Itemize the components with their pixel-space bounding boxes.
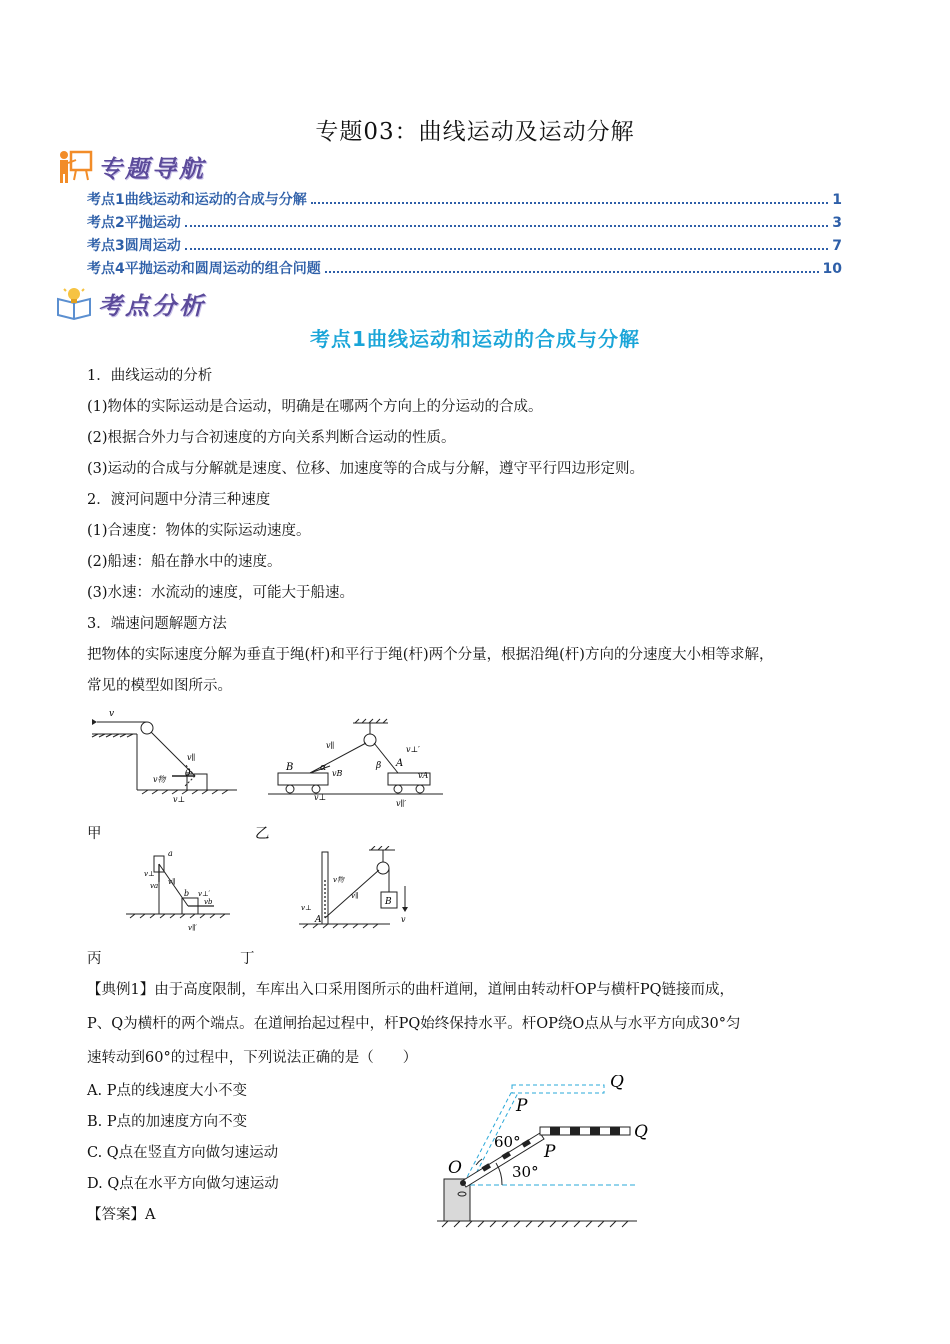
toc-item-label: 考点2平抛运动 xyxy=(87,215,181,231)
label-beta: β xyxy=(376,761,382,771)
figure-jia xyxy=(87,702,242,812)
toc-leader xyxy=(185,225,829,227)
figure-label-bing: 丙 xyxy=(87,951,102,967)
paragraph-line: 1．曲线运动的分析 xyxy=(87,368,213,384)
toc-leader xyxy=(185,248,829,250)
label-vb: vb xyxy=(204,898,213,906)
label-angle-30: 30° xyxy=(512,1163,539,1181)
toc-leader xyxy=(325,271,819,273)
option-b[interactable]: B. P点的加速度方向不变 xyxy=(87,1114,248,1130)
paragraph-line: (1)物体的实际运动是合运动，明确是在哪两个方向上的分运动的合成。 xyxy=(87,399,543,415)
section-heading: 考点1曲线运动和运动的合成与分解 xyxy=(310,327,640,351)
label-v-par-prime-bing: v∥′ xyxy=(188,924,197,932)
teacher-board-icon xyxy=(56,148,94,184)
option-a[interactable]: A. P点的线速度大小不变 xyxy=(87,1083,247,1099)
toc-item-label: 考点1曲线运动和运动的合成与分解 xyxy=(87,192,307,208)
label-alpha: α xyxy=(320,763,327,773)
nav-banner xyxy=(56,148,206,184)
toc-leader xyxy=(311,202,829,204)
paragraph-line: (3)运动的合成与分解就是速度、位移、加速度等的合成与分解，遵守平行四边形定则。 xyxy=(87,461,645,477)
paragraph-line: 常见的模型如图所示。 xyxy=(87,678,232,694)
label-v-par-yi: v∥ xyxy=(326,741,335,750)
figure-ding xyxy=(295,846,420,936)
label-v-perp-prime: v⊥′ xyxy=(406,745,420,754)
example-options xyxy=(87,1076,279,1231)
label-B: B xyxy=(286,762,294,773)
gate-figure xyxy=(432,1075,652,1235)
label-v-par: v∥ xyxy=(187,753,196,762)
label-theta: θ xyxy=(185,769,191,779)
page-title: 专题03：曲线运动及运动分解 xyxy=(315,119,635,145)
toc-item-label: 考点4平抛运动和圆周运动的组合问题 xyxy=(87,261,321,277)
label-A: A xyxy=(396,758,404,769)
figure-label-yi: 乙 xyxy=(255,826,270,842)
label-vA: vA xyxy=(418,771,429,780)
label-A-ding: A xyxy=(315,915,322,925)
label-a: a xyxy=(168,849,173,858)
paragraph-line: (3)水速：水流动的速度，可能大于船速。 xyxy=(87,585,355,601)
label-v-par-prime: v∥′ xyxy=(396,799,407,808)
nav-banner-label: 专题导航 xyxy=(98,154,206,183)
analysis-banner xyxy=(56,285,206,321)
label-O: O xyxy=(448,1158,462,1178)
label-v-par-ding: v∥ xyxy=(351,892,359,900)
paragraph-line: 3．端速问题解题方法 xyxy=(87,616,227,632)
toc-item[interactable] xyxy=(87,212,842,235)
toc-item[interactable] xyxy=(87,235,842,258)
figure-label-ding: 丁 xyxy=(240,951,255,967)
body-text xyxy=(87,361,887,702)
label-v-ding: v xyxy=(401,915,406,924)
label-v-perp-yi: v⊥ xyxy=(314,793,327,802)
table-of-contents xyxy=(87,189,842,281)
answer: 【答案】A xyxy=(87,1207,156,1223)
figure-yi xyxy=(268,718,448,810)
label-v: v xyxy=(109,709,115,719)
label-v-wu: v物 xyxy=(153,775,166,784)
figure-label-jia: 甲 xyxy=(87,826,102,842)
toc-item[interactable] xyxy=(87,189,842,212)
example-line: 【典例1】由于高度限制，车库出入口采用图所示的曲杆道闸，道闸由转动杆OP与横杆PQ链接而成， xyxy=(87,982,735,998)
label-Q-lower: Q xyxy=(634,1122,648,1142)
paragraph-line: (1)合速度：物体的实际运动速度。 xyxy=(87,523,311,539)
option-c[interactable]: C. Q点在竖直方向做匀速运动 xyxy=(87,1145,279,1161)
analysis-banner-label: 考点分析 xyxy=(98,291,206,320)
toc-item-page: 7 xyxy=(832,238,842,254)
label-P-lower: P xyxy=(544,1142,556,1162)
label-Q-upper: Q xyxy=(610,1075,624,1092)
paragraph-line: 把物体的实际速度分解为垂直于绳(杆)和平行于绳(杆)两个分量，根据沿绳(杆)方向的分速度大小相等求解， xyxy=(87,647,774,663)
label-vB: vB xyxy=(332,769,343,778)
paragraph-line: (2)船速：船在静水中的速度。 xyxy=(87,554,282,570)
label-P-upper: P xyxy=(516,1096,528,1116)
example-question xyxy=(87,973,867,1075)
lightbulb-book-icon xyxy=(56,285,94,321)
toc-item-page: 10 xyxy=(822,261,842,277)
example-line: P、Q为横杆的两个端点。在道闸抬起过程中，杆PQ始终保持水平。杆OP绕O点从与水平方向成30°匀 xyxy=(87,1016,741,1032)
label-b: b xyxy=(184,889,190,898)
label-v-perp-ding: v⊥ xyxy=(301,904,312,912)
label-B-ding: B xyxy=(385,897,392,907)
toc-item-page: 1 xyxy=(832,192,842,208)
toc-item-page: 3 xyxy=(832,215,842,231)
label-v-perp-bing: v⊥ xyxy=(144,870,155,878)
label-v-perp: v⊥ xyxy=(173,795,186,804)
label-v-par-bing: v∥ xyxy=(168,878,176,886)
label-v-perp-prime-bing: v⊥′ xyxy=(198,890,211,898)
label-angle-60: 60° xyxy=(494,1133,521,1151)
label-va: va xyxy=(150,882,159,890)
option-d[interactable]: D. Q点在水平方向做匀速运动 xyxy=(87,1176,279,1192)
figure-bing xyxy=(122,846,234,936)
toc-item-label: 考点3圆周运动 xyxy=(87,238,181,254)
example-line: 速转动到60°的过程中，下列说法正确的是（ ） xyxy=(87,1050,418,1066)
paragraph-line: 2．渡河问题中分清三种速度 xyxy=(87,492,271,508)
paragraph-line: (2)根据合外力与合初速度的方向关系判断合运动的性质。 xyxy=(87,430,456,446)
toc-item[interactable] xyxy=(87,258,842,281)
label-v-wu-ding: v物 xyxy=(333,876,344,884)
